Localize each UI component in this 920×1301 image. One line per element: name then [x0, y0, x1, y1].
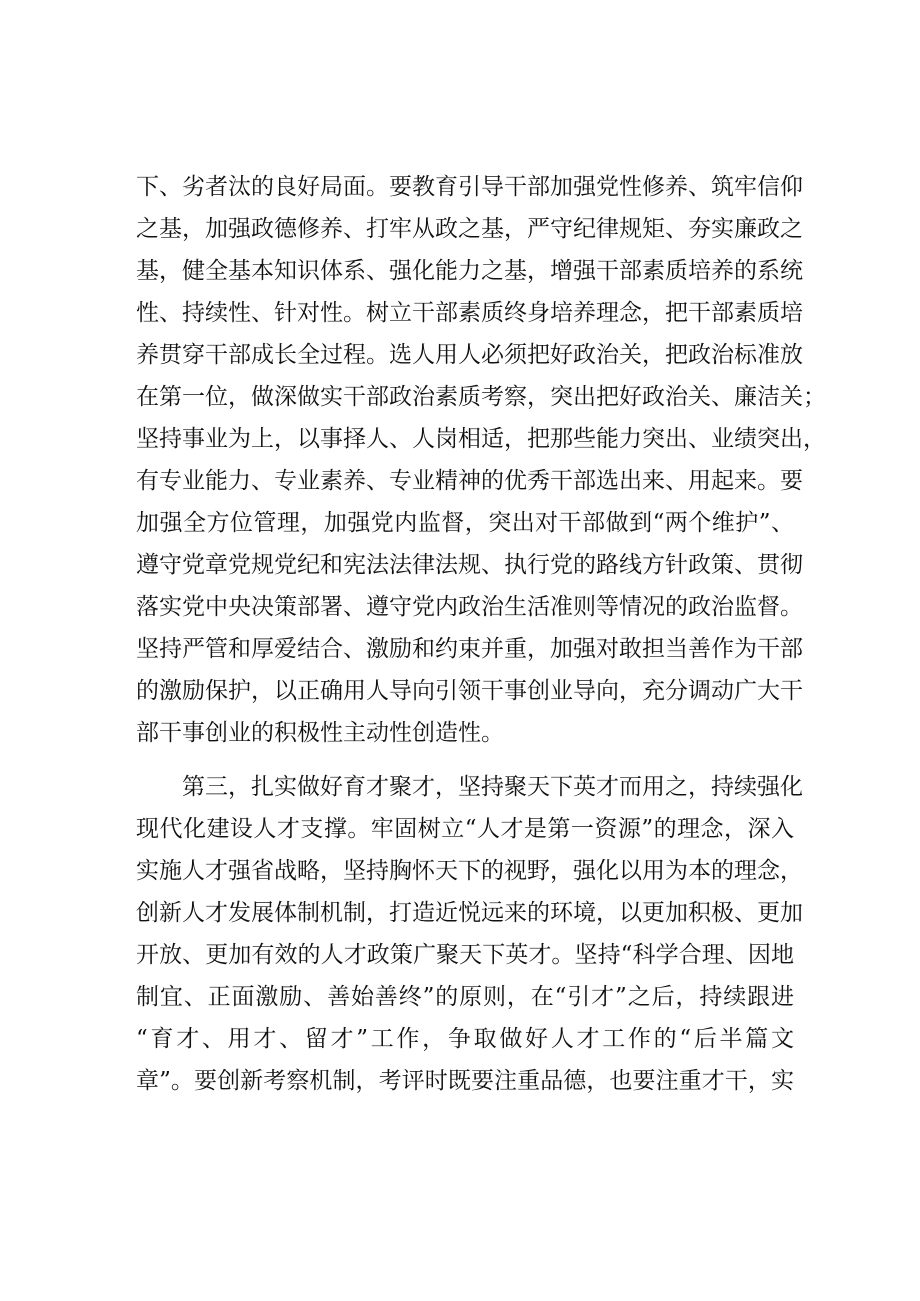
text-line-first: 第三，扎实做好育才聚才，坚持聚天下英才而用之，持续强化 [182, 774, 803, 800]
text-line: 制宜、正面激励、善始善终”的原则，在“引才”之后，持续跟进 [136, 984, 794, 1010]
text-line: 落实党中央决策部署、遵守党内政治生活准则等情况的政治监督。 [136, 594, 803, 620]
text-line: 的激励保护，以正确用人导向引领干事创业导向，充分调动广大干 [136, 678, 803, 704]
text-line-last: 部干事创业的积极性主动性创造性。 [136, 720, 504, 746]
text-line: 养贯穿干部成长全过程。选人用人必须把好政治关，把政治标准放 [136, 342, 803, 368]
text-line: 基，健全基本知识体系、强化能力之基，增强干部素质培养的系统 [136, 258, 803, 284]
text-line: 性、持续性、针对性。树立干部素质终身培养理念，把干部素质培 [136, 300, 803, 326]
text-line: 现代化建设人才支撑。牢固树立“人才是第一资源”的理念，深入 [136, 816, 794, 842]
text-line: 有专业能力、专业素养、专业精神的优秀干部选出来、用起来。要 [136, 468, 803, 494]
text-line: 创新人才发展体制机制，打造近悦远来的环境，以更加积极、更加 [136, 900, 803, 926]
text-line: 实施人才强省战略，坚持胸怀天下的视野，强化以用为本的理念， [136, 858, 803, 884]
text-line: 遵守党章党规党纪和宪法法律法规、执行党的路线方针政策、贯彻 [136, 552, 803, 578]
text-line: 章”。要创新考察机制，考评时既要注重品德，也要注重才干，实 [136, 1068, 794, 1094]
text-line: 开放、更加有效的人才政策广聚天下英才。坚持“科学合理、因地 [136, 942, 794, 968]
text-line: 下、劣者汰的良好局面。要教育引导干部加强党性修养、筑牢信仰 [136, 174, 803, 200]
text-line: 之基，加强政德修养、打牢从政之基，严守纪律规矩、夯实廉政之 [136, 216, 803, 242]
text-line: 坚持事业为上，以事择人、人岗相适，把那些能力突出、业绩突出， [136, 426, 826, 452]
text-line: 坚持严管和厚爱结合、激励和约束并重，加强对敢担当善作为干部 [136, 636, 803, 662]
text-line: 加强全方位管理，加强党内监督，突出对干部做到“两个维护”、 [136, 510, 794, 536]
text-line: “育才、用才、留才”工作，争取做好人才工作的“后半篇文 [136, 1026, 794, 1052]
text-line: 在第一位，做深做实干部政治素质考察，突出把好政治关、廉洁关； [136, 384, 826, 410]
